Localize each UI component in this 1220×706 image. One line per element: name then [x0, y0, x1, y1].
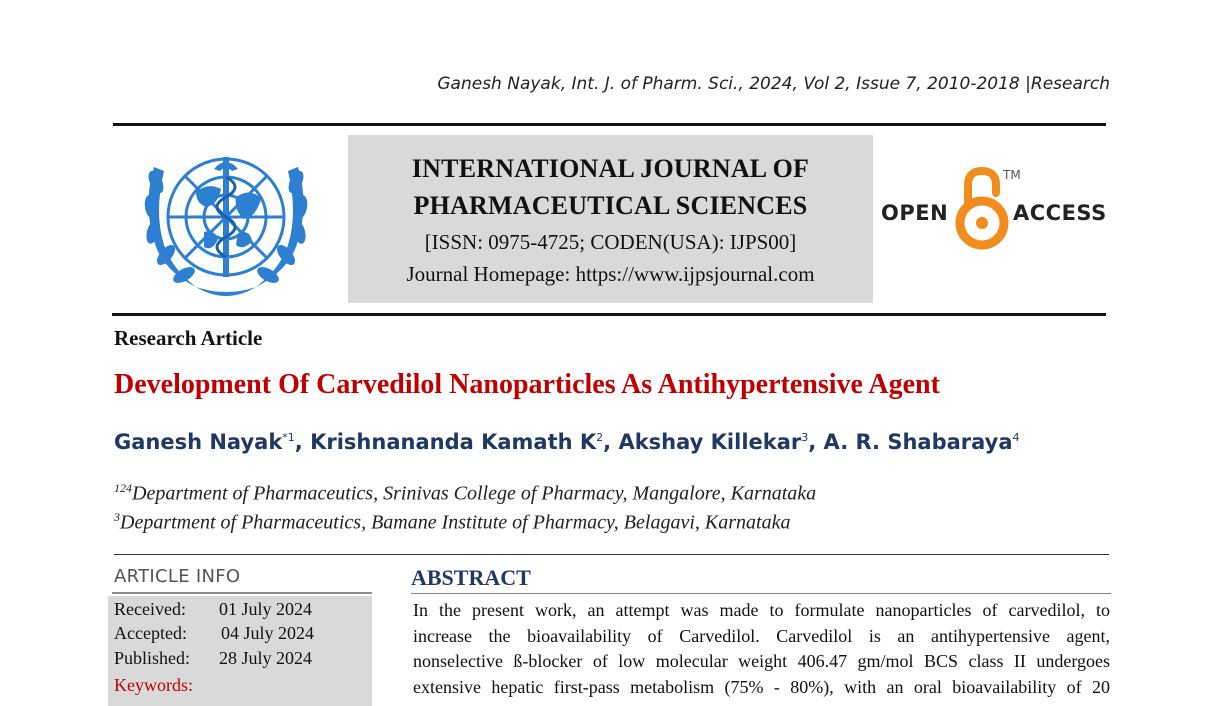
affiliation-text: Department of Pharmaceutics, Bamane Institute of Pharmacy, Belagavi, Karnataka: [120, 511, 791, 534]
header-rule-top: [113, 123, 1106, 126]
author-sup: 2: [596, 431, 604, 444]
abstract-line: extensive hepatic first-pass metabolism (75% - 80%), with an oral bioavailability of 20: [413, 676, 1110, 697]
accepted-date: 04 July 2024: [221, 623, 315, 643]
journal-citation: Ganesh Nayak, Int. J. of Pharm. Sci., 2024, Vol 2, Issue 7, 2010-2018 |Research: [437, 74, 1110, 94]
author-list: Ganesh Nayak$^{*1}$, Krishnananda Kamath $K^2$, Akshay Killekar$^3$, A. R. Shabaraya$^4$: [114, 430, 1020, 454]
open-access-tm: TM: [1003, 168, 1021, 182]
affiliation: [114, 510, 790, 535]
author-name: Akshay Killekar: [618, 430, 802, 454]
received-date: 01 July 2024: [219, 599, 313, 619]
received-label: Received:: [114, 599, 186, 619]
published-date: 28 July 2024: [219, 648, 313, 668]
author-name: Ganesh Nayak: [114, 430, 283, 454]
published-label: Published:: [114, 648, 191, 668]
affiliation: [114, 481, 816, 506]
author-sup: 3: [801, 431, 809, 444]
section-divider: [114, 554, 1109, 555]
journal-issn: [ISSN: 0975-4725; CODEN(USA): IJPS00]: [424, 230, 797, 254]
article-info-rule: [112, 592, 372, 594]
affiliation-sup: 3: [114, 510, 120, 524]
abstract-line: increase the bioavailability of Carvedilol. Carvedilol is an antihypertensive agent,: [413, 625, 1110, 646]
journal-title-line2: PHARMACEUTICAL SCIENCES: [413, 191, 808, 220]
author-sup: *1: [282, 431, 295, 444]
author-name: A. R. Shabaraya: [823, 430, 1013, 454]
padlock-icon: [954, 165, 1010, 255]
abstract-heading: ABSTRACT: [411, 565, 531, 590]
journal-info-box: [348, 135, 873, 303]
author-sup: 4: [1012, 431, 1020, 444]
article-type: Research Article: [114, 326, 263, 350]
article-info-heading: ARTICLE INFO: [114, 566, 241, 587]
open-access-access-text: ACCESS: [1013, 201, 1107, 225]
article-info-box: [108, 596, 372, 706]
journal-title-line1: INTERNATIONAL JOURNAL OF: [411, 154, 810, 183]
author-name: Krishnananda Kamath K: [310, 430, 597, 454]
abstract-rule: [411, 593, 1111, 594]
journal-emblem-logo: [126, 137, 326, 307]
abstract-line: nonselective ß-blocker of low molecular weight 406.47 gm/mol BCS class II undergoes: [413, 651, 1110, 671]
abstract-line: In the present work, an attempt was made to formulate nanoparticles of carvedilol, to: [413, 600, 1110, 620]
published-row: [114, 648, 313, 669]
open-access-logo: [880, 165, 1110, 255]
article-title: Development Of Carvedilol Nanoparticles As Antihypertensive Agent: [114, 369, 940, 400]
header-rule-bottom: [112, 313, 1106, 316]
journal-homepage: Journal Homepage: https://www.ijpsjournal.com: [406, 262, 815, 286]
open-access-open-text: OPEN: [881, 201, 949, 225]
abstract-body: [413, 598, 1110, 700]
received-row: [114, 599, 313, 620]
affiliation-text: Department of Pharmaceutics, Srinivas College of Pharmacy, Mangalore, Karnataka: [132, 482, 817, 505]
accepted-label: Accepted:: [114, 623, 187, 643]
accepted-row: [114, 623, 315, 644]
keywords-label: Keywords:: [114, 675, 193, 695]
affiliation-sup: 124: [114, 481, 132, 495]
